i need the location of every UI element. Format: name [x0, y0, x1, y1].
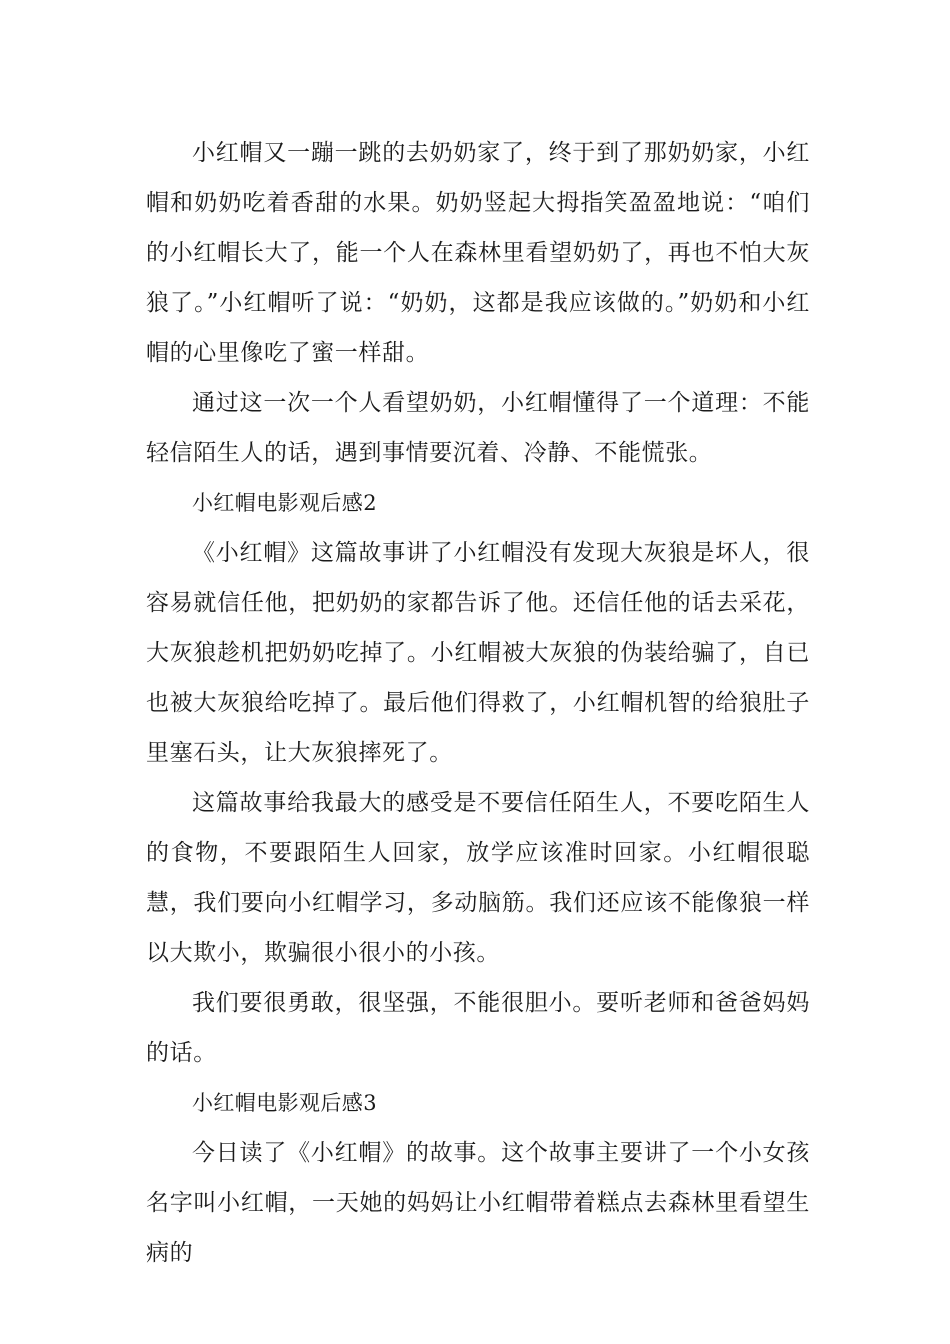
paragraph-feelings: 这篇故事给我最大的感受是不要信任陌生人，不要吃陌生人的食物，不要跟陌生人回家，放学应该准时回家。小红帽很聪慧，我们要向小红帽学习，多动脑筋。我们还应该不能像狼一样以大欺小，欺骗很小很小的小孩。 — [146, 790, 810, 966]
paragraph-lesson: 通过这一次一个人看望奶奶，小红帽懂得了一个道理：不能轻信陌生人的话，遇到事情要沉着、冷静、不能慌张。 — [146, 390, 810, 466]
paragraph-story-summary: 《小红帽》这篇故事讲了小红帽没有发现大灰狼是坏人，很容易就信任他，把奶奶的家都告诉了他。还信任他的话去采花，大灰狼趁机把奶奶吃掉了。小红帽被大灰狼的伪装给骗了，自已也被大灰狼给吃掉了。最后他们得救了，小红帽机智的给狼肚子里塞石头，让大灰狼摔死了。 — [146, 540, 810, 766]
document-page — [146, 128, 810, 1278]
paragraph-grandma-visit: 小红帽又一蹦一跳的去奶奶家了，终于到了那奶奶家，小红帽和奶奶吃着香甜的水果。奶奶竖起大拇指笑盈盈地说：“咱们的小红帽长大了，能一个人在森林里看望奶奶了，再也不怕大灰狼了。”小红帽听了说：“奶奶，这都是我应该做的。”奶奶和小红帽的心里像吃了蜜一样甜。 — [146, 140, 810, 366]
paragraph-today-read: 今日读了《小红帽》的故事。这个故事主要讲了一个小女孩名字叫小红帽，一天她的妈妈让小红帽带着糕点去森林里看望生病的 — [146, 1140, 810, 1266]
section-heading-3: 小红帽电影观后感3 — [192, 1091, 377, 1115]
paragraph-be-brave: 我们要很勇敢，很坚强，不能很胆小。要听老师和爸爸妈妈的话。 — [146, 990, 810, 1066]
section-heading-2: 小红帽电影观后感2 — [192, 491, 377, 515]
